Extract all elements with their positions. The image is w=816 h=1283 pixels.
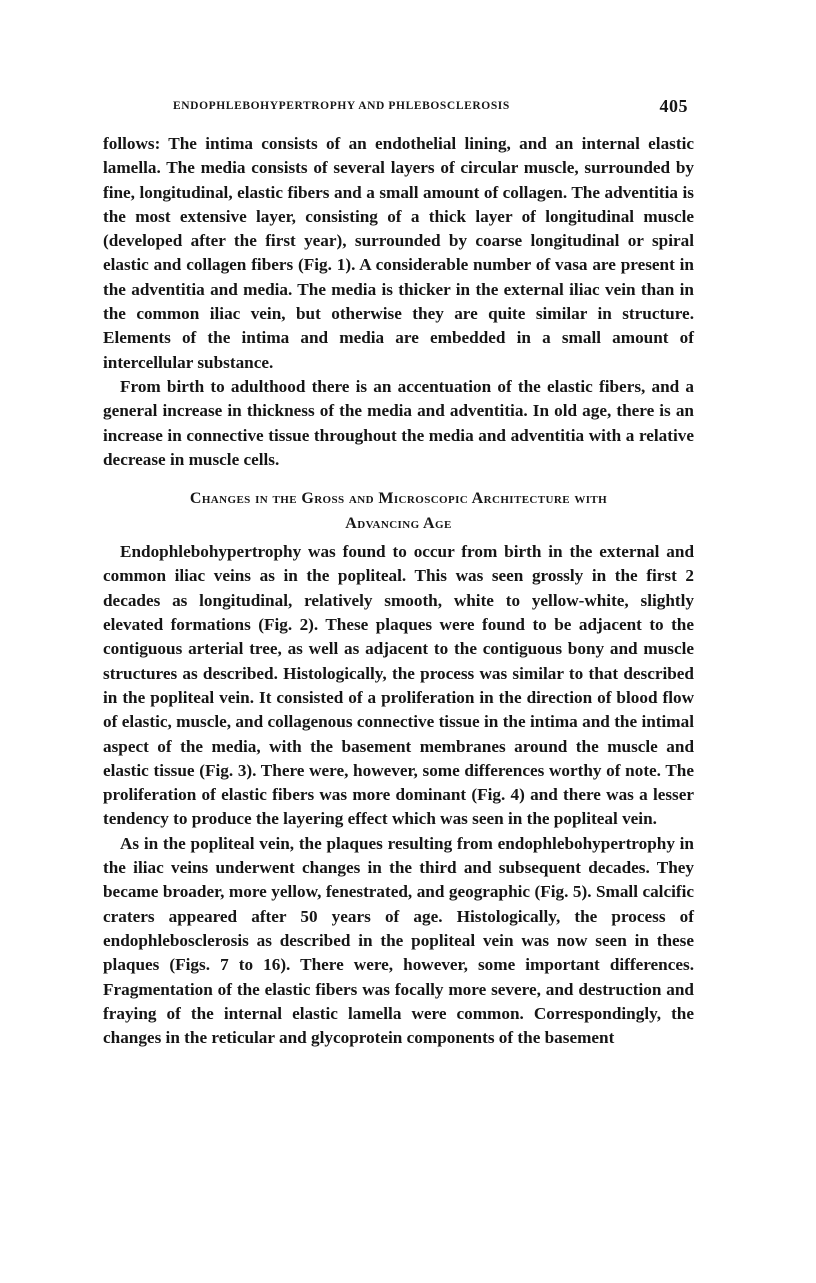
- document-page: [103, 96, 694, 1050]
- body-paragraph-3: Endophlebohypertrophy was found to occur from birth in the external and common iliac veins as in the popliteal. This was seen grossly in the first 2 decades as longitudinal, relatively smooth, white to yellow-white, slightly elevated formations (Fig. 2). These plaques were found to be adjacent to the contiguous arterial tree, as well as adjacent to the contiguous bony and muscle structures as described. Histologically, the process was similar to that described in the popliteal vein. It consisted of a proliferation in the direction of blood flow of elastic, muscle, and collagenous connective tissue in the intima and the intimal aspect of the media, with the basement membranes around the muscle and elastic tissue (Fig. 3). There were, however, some differences worthy of note. The proliferation of elastic fibers was more dominant (Fig. 4) and there was a lesser tendency to produce the layering effect which was seen in the popliteal vein.: [103, 542, 694, 829]
- running-header: [103, 96, 694, 118]
- running-title: ENDOPHLEBOHYPERTROPHY AND PHLEBOSCLEROSIS: [173, 100, 510, 112]
- body-paragraph-4: As in the popliteal vein, the plaques resulting from endophlebohypertrophy in the iliac veins underwent changes in the third and subsequent decades. They became broader, more yellow, fenestrated, and geographic (Fig. 5). Small calcific craters appeared after 50 years of age. Histologically, the process of endophlebosclerosis as described in the popliteal vein was now seen in these plaques (Figs. 7 to 16). There were, however, some important differences. Fragmentation of the elastic fibers was focally more severe, and destruction and fraying of the internal elastic lamella were common. Correspondingly, the changes in the reticular and glycoprotein components of the basement: [103, 833, 694, 1048]
- body-paragraph-2: From birth to adulthood there is an accentuation of the elastic fibers, and a general increase in thickness of the media and adventitia. In old age, there is an increase in connective tissue throughout the media and adventitia with a relative decrease in muscle cells.: [103, 376, 694, 469]
- section-heading-line-1: Changes in the Gross and Microscopic Architecture with: [189, 490, 608, 508]
- page-number: 405: [659, 96, 688, 116]
- body-paragraph-1: follows: The intima consists of an endothelial lining, and an internal elastic lamella. The media consists of several layers of circular muscle, surrounded by fine, longitudinal, elastic fibers and a small amount of collagen. The adventitia is the most extensive layer, consisting of a thick layer of longitudinal muscle (developed after the first year), surrounded by coarse longitudinal or spiral elastic and collagen fibers (Fig. 1). A considerable number of vasa are present in the adventitia and media. The media is thicker in the external iliac vein than in the common iliac vein, but otherwise they are quite similar in structure. Elements of the intima and media are embedded in a small amount of intercellular substance.: [103, 134, 694, 372]
- section-heading: [103, 486, 694, 536]
- section-heading-line-2: Advancing Age: [345, 515, 452, 533]
